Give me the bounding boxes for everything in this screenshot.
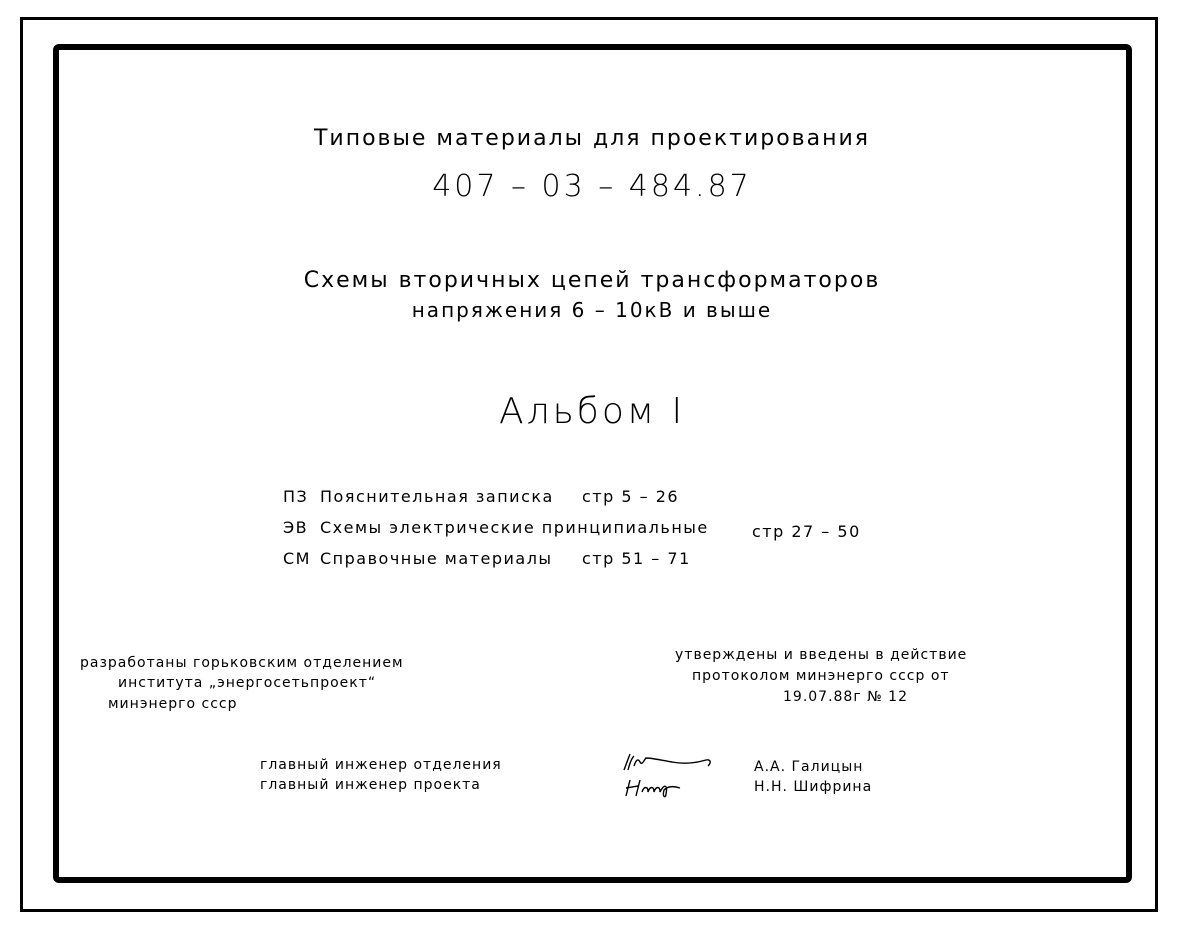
album-title: Альбом I xyxy=(498,391,686,432)
subtitle-line-2: напряжения 6 – 10кВ и выше xyxy=(411,298,773,322)
toc-pages-3: стр 51 – 71 xyxy=(582,549,691,568)
developed-by-line-2: института „энергосетьпроект“ xyxy=(118,675,377,691)
signatory-role-2: главный инженер проекта xyxy=(260,777,481,793)
approved-line-3: 19.07.88г № 12 xyxy=(783,689,908,705)
toc-pages-2: стр 27 – 50 xyxy=(752,522,861,541)
toc-title-2: Схемы электрические принципиальные xyxy=(320,518,709,537)
approved-line-1: утверждены и введены в действие xyxy=(675,647,968,663)
toc-title-1: Пояснительная записка xyxy=(320,487,554,506)
toc-code-2: ЭВ xyxy=(283,518,309,537)
developed-by-line-3: минэнерго ссср xyxy=(108,696,238,712)
document-heading: Типовые материалы для проектирования xyxy=(313,126,871,151)
subtitle-line-1: Схемы вторичных цепей трансформаторов xyxy=(303,268,881,293)
series-code: 407 – 03 – 484.87 xyxy=(432,169,752,204)
toc-pages-1: стр 5 – 26 xyxy=(582,487,680,506)
toc-code-1: ПЗ xyxy=(283,487,309,506)
toc-code-3: СМ xyxy=(283,549,311,568)
signatory-role-1: главный инженер отделения xyxy=(260,757,502,773)
developed-by-line-1: разработаны горьковским отделением xyxy=(80,655,404,671)
approved-line-2: протоколом минэнерго ссср от xyxy=(692,668,950,684)
signature-2 xyxy=(622,772,722,802)
signatory-name-1: А.А. Галицын xyxy=(754,759,864,775)
signatory-name-2: Н.Н. Шифрина xyxy=(754,779,873,795)
toc-title-3: Справочные материалы xyxy=(320,549,553,568)
